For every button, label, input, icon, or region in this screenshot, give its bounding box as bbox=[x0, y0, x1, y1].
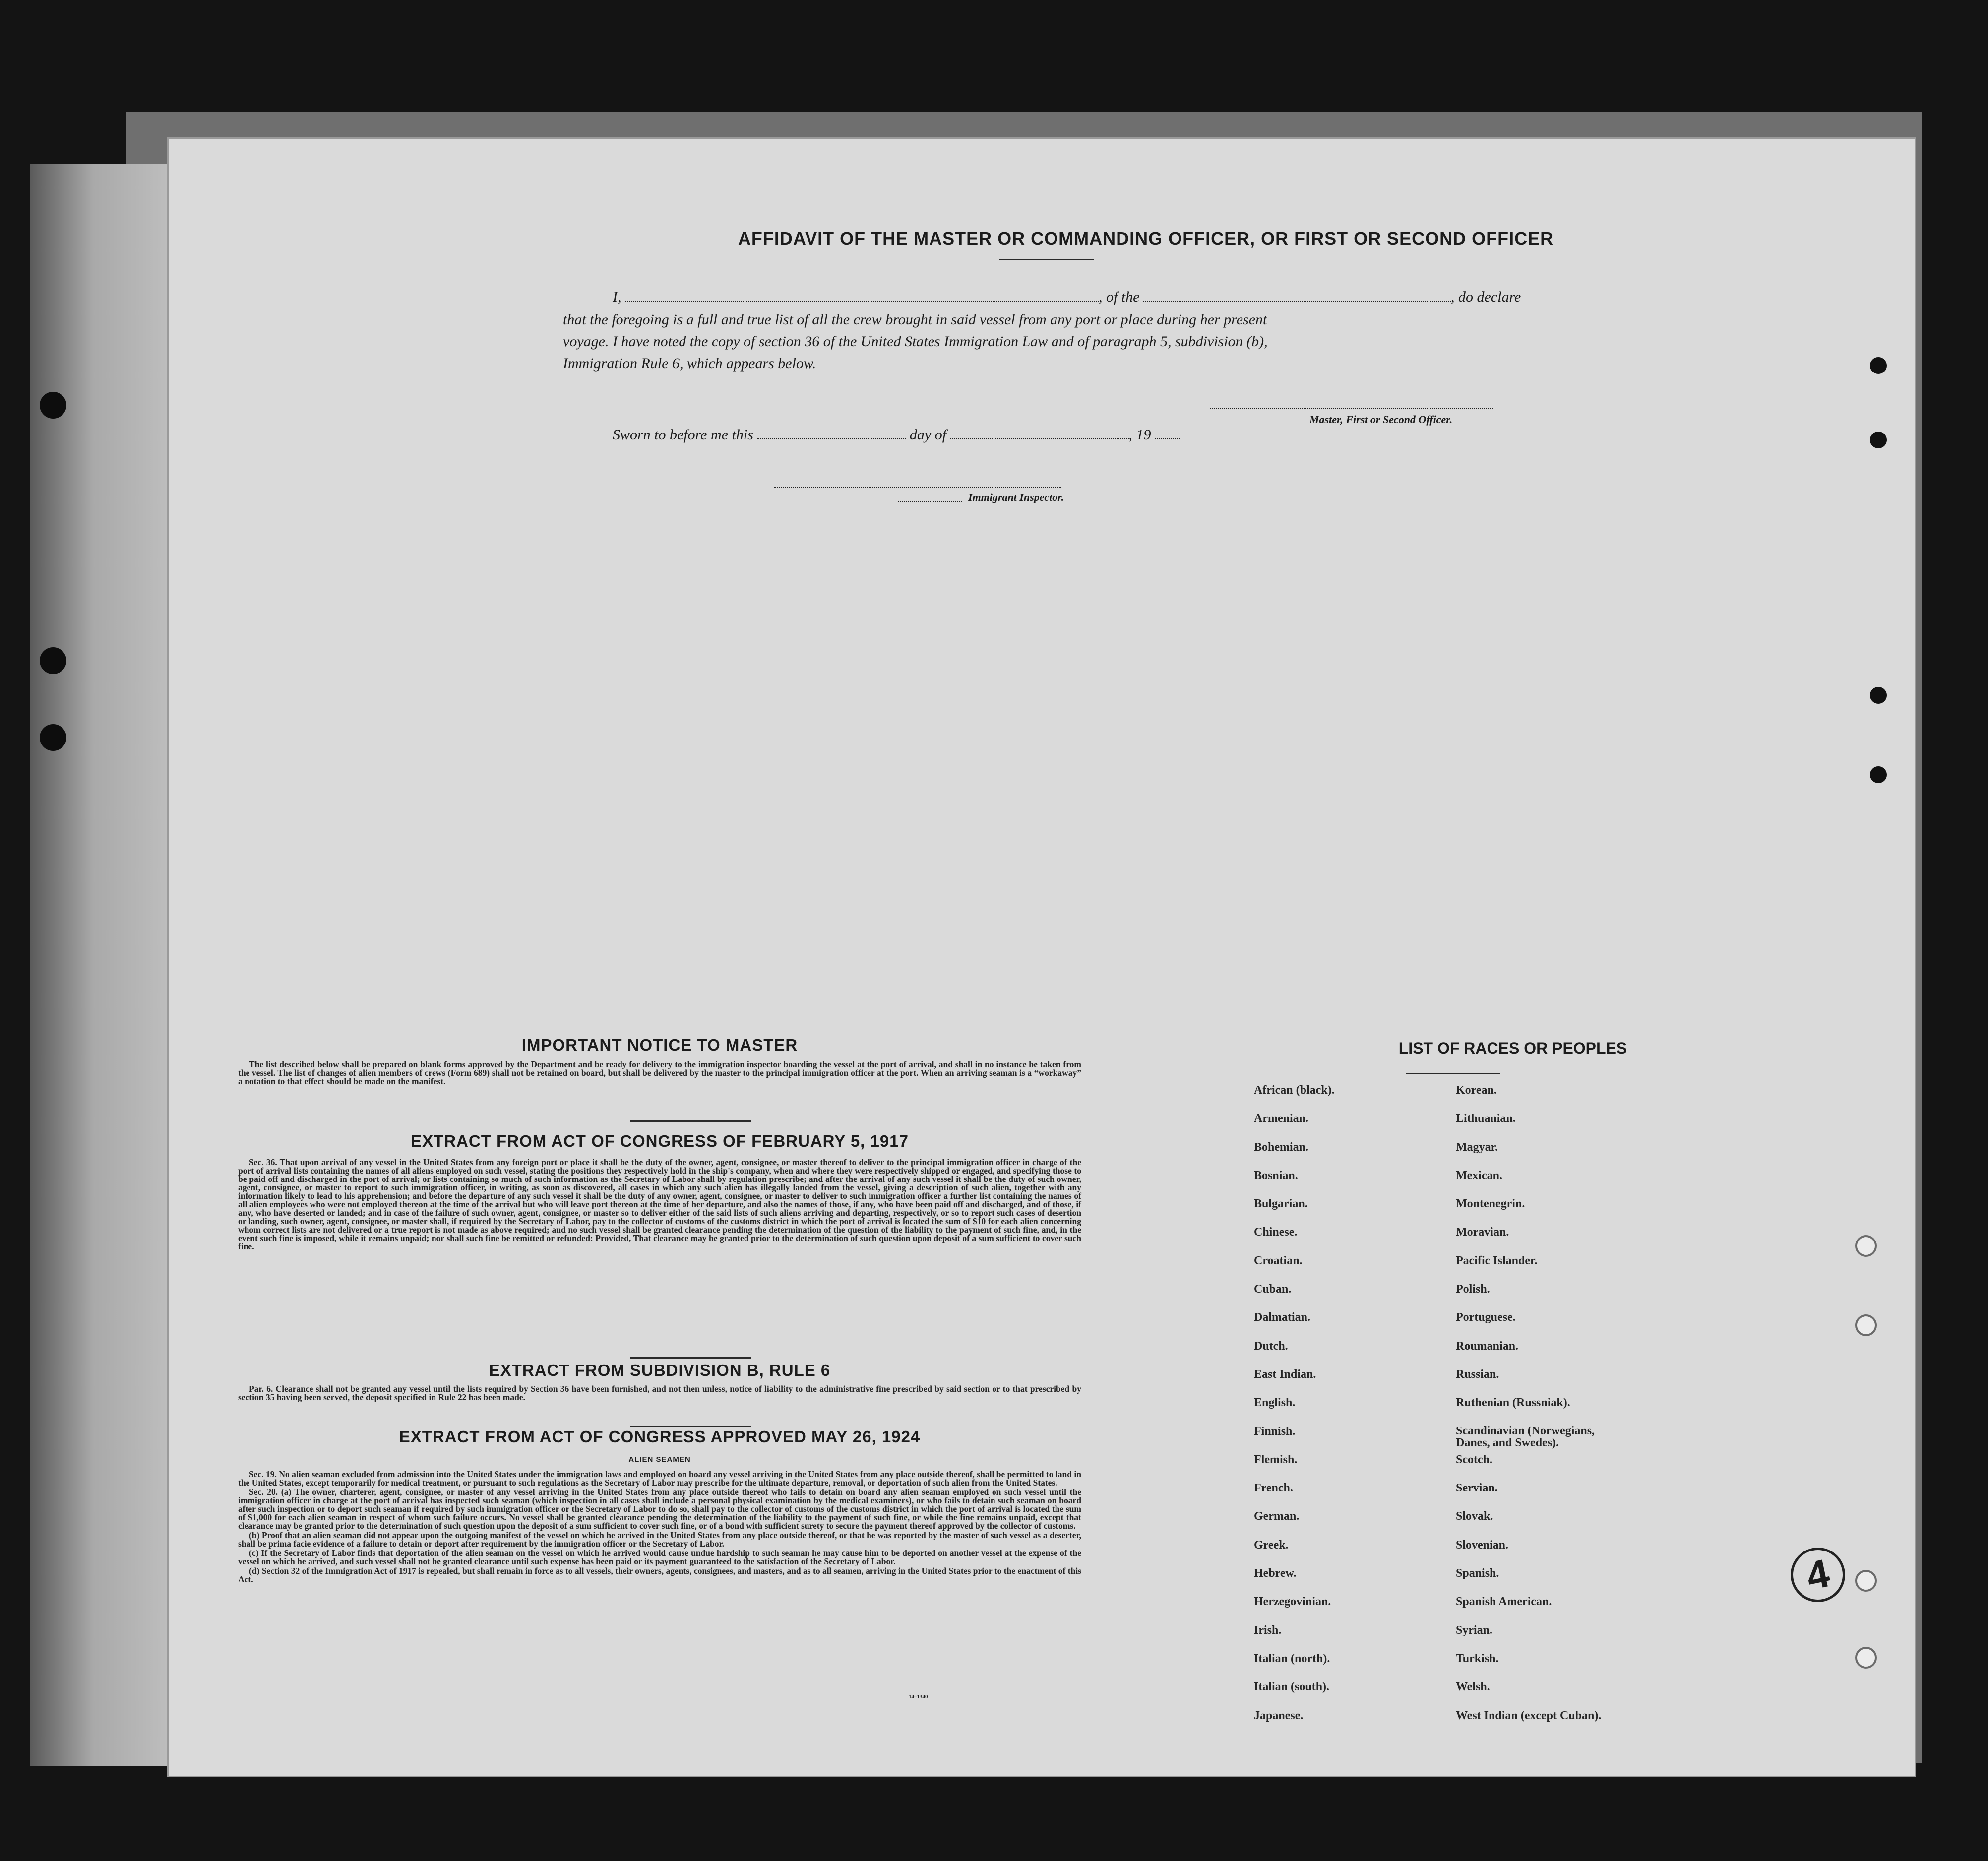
extract-1924-paragraph: Sec. 20. (a) The owner, charterer, agent, consignee, or master of any vessel arriving in the United States from any place outside thereof who fails to detain on board any alien seaman employed on such vessel until the immigration officer in charge at the port of arrival has inspected such seaman (which inspection in all cases shall include a personal physical examination by the medical examiners), or who fails to detain such seaman on board after such inspection or to deport such seaman if required by such immigration officer or the Secretary of Labor to do so, shall pay to the collector of customs of the customs district in which the port of arrival is located the sum of $1,000 for each alien seaman in respect of whom such failure occurs. No vessel shall be granted clearance pending the determination of the liability to the payment of such fine, or while the fine remains unpaid, except that clearance may be granted prior to the determination of such question upon the deposit of a sum sufficient to cover such fine, or of a bond with sufficient surety to secure the payment thereof approved by the collector of customs. bbox=[238, 1487, 1081, 1531]
race-item: Italian (north). bbox=[1254, 1652, 1330, 1665]
races-title: LIST OF RACES OR PEOPLES bbox=[1398, 1039, 1627, 1057]
race-item: Bohemian. bbox=[1254, 1140, 1309, 1154]
race-item: Turkish. bbox=[1456, 1652, 1499, 1665]
punch-hole bbox=[1855, 1314, 1877, 1336]
section-rule bbox=[630, 1426, 751, 1427]
page-number-stamp: 4 bbox=[1786, 1543, 1850, 1607]
title-rule bbox=[999, 259, 1094, 260]
punch-hole bbox=[1870, 432, 1887, 448]
race-item: Syrian. bbox=[1456, 1623, 1493, 1637]
race-item: Korean. bbox=[1456, 1084, 1497, 1097]
race-item: Russian. bbox=[1456, 1367, 1499, 1381]
race-item: Montenegrin. bbox=[1456, 1197, 1525, 1211]
races-right-column bbox=[1456, 1084, 1619, 1737]
race-item: African (black). bbox=[1254, 1084, 1335, 1097]
inspector-dots bbox=[898, 494, 962, 502]
extract-1917-paragraph: Sec. 36. That upon arrival of any vessel in the United States from any foreign port or place it shall be the duty of the owner, agent, consignee, or master thereof to deliver to the principal immigration officer in charge of the port of arrival lists containing the names of all aliens employed on such vessel, stating the positions they respectively hold in the ship's company, when and where they were respectively shipped or engaged, and specifying those to be paid off and discharged in the port of arrival; or lists containing so much of such information as the Secretary of Labor shall by regulation prescribe; and after the arrival of any such vessel it shall be the duty of such owner, agent, consignee, or master to report to such immigration officer, in writing, as soon as discovered, all cases in which any such alien has illegally landed from the vessel, giving a description of such alien, together with any information likely to lead to his apprehension; and before the departure of any such vessel it shall be the duty of any owner, agent, consignee, or master to deliver to such immigration officer a further list containing the names of all alien employees who were not employed thereon at the time of the arrival but who will leave port thereon at the time of her departure, and also the names of those, if any, who have been paid off and discharged, and of those, if any, who have deserted or landed; and in case of the failure of such owner, agent, consignee, or master so to deliver either of the said lists of such aliens arriving and departing, respectively, or so to report such cases of desertion or landing, such owner, agent, consignee, or master shall, if required by the Secretary of Labor, pay to the collector of customs of the customs district in which the port of arrival is located the sum of $10 for each alien concerning whom correct lists are not delivered or a true report is not made as above required; and no such vessel shall be granted clearance pending the determination of the question of the liability to the payment of such fine, and, in the event such fine is imposed, while it remains unpaid; nor shall such fine be remitted or refunded: Provided, That clearance may be granted prior to the determination of such question upon deposit of a sum sufficient to cover such fine. bbox=[238, 1157, 1081, 1251]
race-item: Greek. bbox=[1254, 1538, 1289, 1551]
extract-rule6-paragraph: Par. 6. Clearance shall not be granted any vessel until the lists required by Section 36 have been furnished, and not then unless, notice of liability to the administrative fine prescribed by said section or to that prescribed by section 35 having been served, the deposit specified in Rule 22 has been made. bbox=[238, 1384, 1081, 1402]
race-item: Herzegovinian. bbox=[1254, 1595, 1331, 1609]
extract-1917-title: EXTRACT FROM ACT OF CONGRESS OF FEBRUARY 5, 1917 bbox=[411, 1132, 909, 1150]
punch-hole bbox=[1870, 357, 1887, 374]
race-item: Irish. bbox=[1254, 1623, 1282, 1637]
race-item: English. bbox=[1254, 1396, 1296, 1410]
sworn-month-field[interactable] bbox=[950, 428, 1129, 439]
sworn-day-field[interactable] bbox=[757, 428, 906, 439]
affidavit-i-label: I, bbox=[613, 289, 621, 305]
punch-hole bbox=[1855, 1235, 1877, 1257]
inspector-caption: Immigrant Inspector. bbox=[968, 491, 1064, 503]
punch-hole bbox=[1870, 687, 1887, 704]
sworn-prefix: Sworn to before me this bbox=[613, 427, 753, 443]
race-item: Magyar. bbox=[1456, 1140, 1498, 1154]
sworn-year-field[interactable] bbox=[1155, 428, 1180, 439]
binder-hole bbox=[40, 647, 66, 674]
extract-1924-paragraph: Sec. 19. No alien seaman excluded from admission into the United States under the immigration laws and employed on board any vessel arriving in the United States from any place outside thereof, shall be permitted to land in the United States, except temporarily for medical treatment, or pursuant to such regulations as the Secretary of Labor may prescribe for the ultimate departure, removal, or deportation of such alien from the United States. bbox=[238, 1469, 1081, 1488]
extract-rule6-title: EXTRACT FROM SUBDIVISION B, RULE 6 bbox=[489, 1361, 831, 1379]
races-rule bbox=[1406, 1073, 1500, 1074]
sworn-day-of-label: day of bbox=[909, 427, 947, 443]
race-item: Bosnian. bbox=[1254, 1169, 1298, 1182]
race-item: Pacific Islander. bbox=[1456, 1254, 1538, 1267]
race-item: Slovenian. bbox=[1456, 1538, 1509, 1551]
race-item: Slovak. bbox=[1456, 1510, 1493, 1523]
race-item: Lithuanian. bbox=[1456, 1112, 1516, 1125]
inspector-line bbox=[898, 490, 962, 506]
notice-paragraph: The list described below shall be prepared on blank forms approved by the Department and be ready for delivery to the immigration inspector boarding the vessel at the port of arrival, and shall in no instance be taken from the vessel. The list of changes of alien members of crews (Form 689) shall not be retained on board, but shall be delivered by the master to the principal immigration officer at the port. When an arriving seaman is a “workaway” a notation to that effect should be made on the manifest. bbox=[238, 1059, 1081, 1086]
extract-1917-body bbox=[238, 1158, 1081, 1252]
notice-body bbox=[238, 1060, 1081, 1087]
affidavit-text-line: Immigration Rule 6, which appears below. bbox=[563, 355, 816, 372]
affidavit-text-line: voyage. I have noted the copy of section 36 of the United States Immigration Law and of paragraph 5, subdivision (b), bbox=[563, 333, 1268, 350]
section-rule bbox=[630, 1357, 751, 1359]
vessel-name-field[interactable] bbox=[1143, 290, 1451, 302]
master-caption: Master, First or Second Officer. bbox=[1309, 413, 1453, 426]
race-item: Bulgarian. bbox=[1254, 1197, 1308, 1211]
race-item: Dutch. bbox=[1254, 1339, 1288, 1353]
binder-hole bbox=[40, 392, 66, 419]
inspector-signature-field[interactable] bbox=[774, 476, 1061, 488]
race-item: Spanish American. bbox=[1456, 1595, 1552, 1609]
race-item: Polish. bbox=[1456, 1283, 1490, 1296]
affidavit-of-the-label: , of the bbox=[1099, 289, 1140, 305]
race-item: Flemish. bbox=[1254, 1453, 1298, 1466]
races-left-column bbox=[1254, 1084, 1335, 1737]
extract-1924-title: EXTRACT FROM ACT OF CONGRESS APPROVED MAY 26, 1924 bbox=[399, 1427, 921, 1446]
race-item: Spanish. bbox=[1456, 1567, 1499, 1580]
race-item: Mexican. bbox=[1456, 1169, 1502, 1182]
extract-1924-paragraph: (b) Proof that an alien seaman did not appear upon the outgoing manifest of the vessel on which he arrived in the United States from any place outside thereof, or that he was reported by the master of such vessel as a deserter, shall be prima facie evidence of a failure to detain or deport after requirement by the immigration officer or the Secretary of Labor. bbox=[238, 1530, 1081, 1549]
race-item: Chinese. bbox=[1254, 1226, 1298, 1239]
race-item: German. bbox=[1254, 1510, 1300, 1523]
master-signature-field[interactable] bbox=[1210, 397, 1493, 409]
form-number: 14–1340 bbox=[909, 1694, 928, 1700]
race-item: Scandinavian (Norwegians, Danes, and Swedes). bbox=[1456, 1424, 1595, 1449]
race-item: Armenian. bbox=[1254, 1112, 1308, 1125]
bleed-through-text bbox=[446, 193, 1786, 218]
sworn-year-label: , 19 bbox=[1128, 427, 1151, 443]
race-item: Moravian. bbox=[1456, 1226, 1509, 1239]
binder-hole bbox=[40, 724, 66, 751]
race-item: West Indian (except Cuban). bbox=[1456, 1709, 1602, 1722]
affidavit-do-declare-label: , do declare bbox=[1451, 289, 1521, 305]
extract-1924-paragraph: (c) If the Secretary of Labor finds that deportation of the alien seaman on the vessel on which he arrived would cause undue hardship to such seaman he may cause him to be deported on another vessel at the expense of the vessel on which he arrived, and such vessel shall not be granted clearance until such expense has been paid or its payment guaranteed to the satisfaction of the Secretary of Labor. bbox=[238, 1548, 1081, 1566]
extract-1924-body bbox=[238, 1470, 1081, 1585]
race-item: Japanese. bbox=[1254, 1709, 1304, 1722]
race-item: French. bbox=[1254, 1482, 1293, 1495]
race-item: Welsh. bbox=[1456, 1680, 1490, 1694]
manifest-page bbox=[169, 139, 1915, 1776]
notice-title: IMPORTANT NOTICE TO MASTER bbox=[521, 1036, 798, 1054]
race-item: East Indian. bbox=[1254, 1367, 1316, 1381]
extract-1924-paragraph: (d) Section 32 of the Immigration Act of 1917 is repealed, but shall remain in force as to all vessels, their owners, agents, consignees, and masters, and as to all seamen, arriving in the United States prior to the enactment of this Act. bbox=[238, 1566, 1081, 1584]
race-item: Cuban. bbox=[1254, 1283, 1292, 1296]
section-rule bbox=[630, 1120, 751, 1122]
race-item: Ruthenian (Russniak). bbox=[1456, 1396, 1570, 1410]
race-item: Portuguese. bbox=[1456, 1311, 1516, 1324]
punch-hole bbox=[1855, 1647, 1877, 1669]
race-item: Hebrew. bbox=[1254, 1567, 1297, 1580]
race-item: Servian. bbox=[1456, 1482, 1498, 1495]
race-item: Finnish. bbox=[1254, 1425, 1296, 1438]
extract-1924-subtitle: ALIEN SEAMEN bbox=[628, 1455, 691, 1464]
affidavit-text-line: that the foregoing is a full and true list of all the crew brought in said vessel from any port or place during her present bbox=[563, 311, 1267, 328]
race-item: Croatian. bbox=[1254, 1254, 1303, 1267]
punch-hole bbox=[1870, 766, 1887, 783]
race-item: Italian (south). bbox=[1254, 1680, 1330, 1694]
race-item: Roumanian. bbox=[1456, 1339, 1519, 1353]
race-item: Scotch. bbox=[1456, 1453, 1492, 1466]
affidavit-title: AFFIDAVIT OF THE MASTER OR COMMANDING OFFICER, OR FIRST OR SECOND OFFICER bbox=[738, 228, 1554, 248]
affidavit-declaration-line bbox=[613, 289, 1521, 306]
punch-hole bbox=[1855, 1570, 1877, 1592]
sworn-line bbox=[613, 427, 1180, 443]
extract-rule6-body bbox=[238, 1385, 1081, 1403]
race-item: Dalmatian. bbox=[1254, 1311, 1310, 1324]
officer-name-field[interactable] bbox=[625, 290, 1099, 302]
